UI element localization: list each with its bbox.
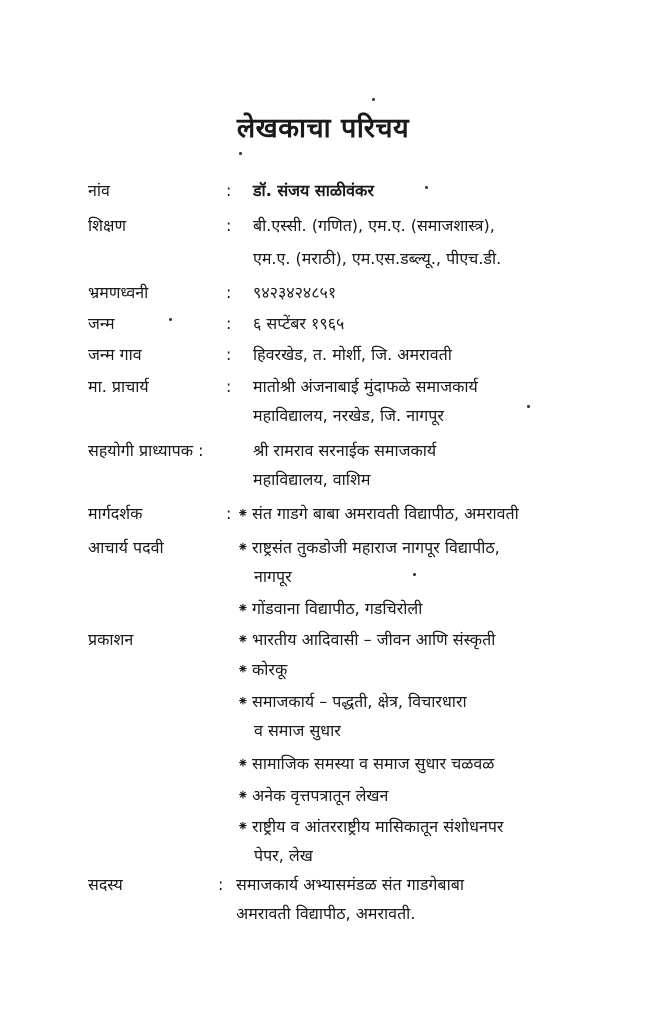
birthplace-colon: : <box>226 345 232 364</box>
asterisk-bullet-icon: ⁕ <box>237 632 249 648</box>
acharya-item-2: गोंडवाना विद्यापीठ, गडचिरोली <box>252 599 423 618</box>
acharya-item-1: राष्ट्रसंत तुकडोजी महाराज नागपूर विद्यापीठ, <box>252 538 500 557</box>
principal-label: मा. प्राचार्य <box>88 377 149 396</box>
publication-item-5: अनेक वृत्तपत्रातून लेखन <box>252 786 389 805</box>
birth-colon: : <box>226 314 232 333</box>
publication-item-3-cont: व समाज सुधार <box>254 721 341 740</box>
scan-speck <box>413 573 416 576</box>
scan-speck <box>527 405 530 408</box>
principal-line-1: मातोश्री अंजनाबाई मुंदाफळे समाजकार्य <box>253 377 478 396</box>
associate-line-2: महाविद्यालय, वाशिम <box>253 470 371 489</box>
name-colon: : <box>226 181 232 200</box>
publication-item-4: सामाजिक समस्या व समाज सुधार चळवळ <box>252 754 495 773</box>
publication-item-1: भारतीय आदिवासी – जीवन आणि संस्कृती <box>252 630 496 649</box>
mobile-value: ९४२३४२४८५१ <box>253 283 337 302</box>
asterisk-bullet-icon: ⁕ <box>237 694 249 710</box>
name-value: डॉ. संजय साळीवंकर <box>253 181 374 200</box>
guide-label: मार्गदर्शक <box>88 504 143 523</box>
birth-value: ६ सप्टेंबर १९६५ <box>253 314 345 333</box>
scan-speck <box>372 98 375 101</box>
name-label: नांव <box>88 181 110 200</box>
education-colon: : <box>226 216 232 235</box>
publication-item-6-cont: पेपर, लेख <box>254 846 313 865</box>
asterisk-bullet-icon: ⁕ <box>237 788 249 804</box>
member-colon: : <box>218 875 224 894</box>
education-line-1: बी.एस्सी. (गणित), एम.ए. (समाजशास्त्र), <box>253 216 495 235</box>
asterisk-bullet-icon: ⁕ <box>237 756 249 772</box>
guide-colon: : <box>226 504 232 523</box>
scan-speck <box>425 186 428 189</box>
principal-colon: : <box>226 377 232 396</box>
education-label: शिक्षण <box>88 216 127 235</box>
asterisk-bullet-icon: ⁕ <box>237 601 249 617</box>
guide-value: संत गाडगे बाबा अमरावती विद्यापीठ, अमरावती <box>252 504 519 523</box>
principal-line-2: महाविद्यालय, नरखेड, जि. नागपूर <box>253 406 444 425</box>
birthplace-value: हिवरखेड, त. मोर्शी, जि. अमरावती <box>253 345 452 364</box>
publication-item-3: समाजकार्य – पद्धती, क्षेत्र, विचारधारा <box>252 692 467 711</box>
scan-speck <box>169 318 172 321</box>
birth-label: जन्म <box>88 314 115 333</box>
mobile-label: भ्रमणध्वनी <box>88 283 149 302</box>
member-label: सदस्य <box>88 875 123 894</box>
member-line-1: समाजकार्य अभ्यासमंडळ संत गाडगेबाबा <box>236 875 464 894</box>
associate-label: सहयोगी प्राध्यापक : <box>88 441 204 460</box>
member-line-2: अमरावती विद्यापीठ, अमरावती. <box>236 904 416 923</box>
acharya-label: आचार्य पदवी <box>88 538 164 557</box>
publication-item-2: कोरकू <box>252 660 288 679</box>
asterisk-bullet-icon: ⁕ <box>237 540 249 556</box>
associate-line-1: श्री रामराव सरनाईक समाजकार्य <box>253 441 437 460</box>
education-line-2: एम.ए. (मराठी), एम.एस.डब्ल्यू., पीएच.डी. <box>253 249 502 268</box>
publication-item-6: राष्ट्रीय व आंतरराष्ट्रीय मासिकातून संशोधनपर <box>252 817 504 836</box>
mobile-colon: : <box>226 283 232 302</box>
asterisk-bullet-icon: ⁕ <box>237 506 249 522</box>
asterisk-bullet-icon: ⁕ <box>237 662 249 678</box>
page-title: लेखकाचा परिचय <box>236 113 410 144</box>
scan-speck <box>239 152 242 155</box>
acharya-item-1-cont: नागपूर <box>254 567 292 586</box>
birthplace-label: जन्म गाव <box>88 345 142 364</box>
publications-label: प्रकाशन <box>88 630 134 649</box>
asterisk-bullet-icon: ⁕ <box>237 819 249 835</box>
